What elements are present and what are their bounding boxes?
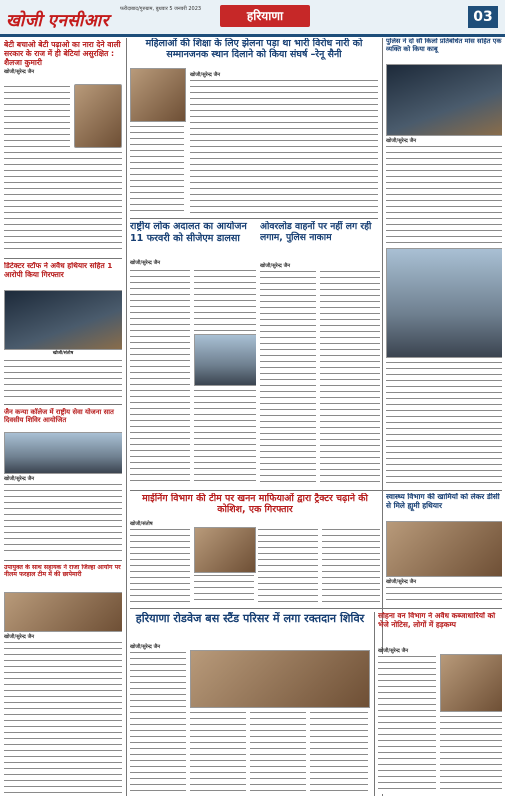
tractor-photo [194,527,256,573]
meeting-photo [386,521,502,577]
story-body [130,650,186,794]
byline: खोजी/सुरेन्द्र जैन [260,263,291,269]
story-body [260,269,316,485]
headline: सोहना वन विभाग ने अवैध कब्जाधारियों को भेजे नोटिस, लोगों में हड़कम्प [378,612,496,629]
story-body [194,268,256,332]
byline: खोजी/सुरेन्द्र जैन [378,648,409,654]
dateline: फरीदाबाद/गुरुग्राम, बुधवार 5 जनवरी 2023 [120,6,202,12]
headline: डिटेक्टर स्टॉफ ने अवैध हथियार सहित 1 आरोपी किया गिरफ्तार [4,262,113,279]
event-photo [4,432,122,474]
story-body [386,585,502,605]
brand-logo: खोजी एनसीआर [6,11,110,30]
story-body [130,527,190,603]
divider [4,560,122,561]
jeep-photo [194,334,256,386]
story-body [440,714,502,794]
story-sohna [378,612,502,796]
story-mahila [130,38,378,216]
blood-camp-photo [190,650,370,708]
story-body [250,710,306,794]
story-body [194,573,254,603]
story-body [4,84,70,148]
story-lok-adalat-body [130,258,256,486]
section-label: हरियाणा [220,5,310,27]
divider [130,490,502,491]
divider [130,218,378,219]
portrait-photo [130,68,186,122]
story-body [4,150,122,254]
story-mining [130,493,380,605]
headline: स्वास्थ्य विभाग की खामियों को लेकर डीसी से मिले ह्यूमी हथियार [386,493,500,510]
story-body [4,640,122,794]
story-jain [4,408,122,558]
column-divider [126,38,127,796]
story-body [130,268,190,484]
headline: पुलिस ने दो सौ किलो प्रतिबंधित मांस सहित एक व्यक्ति को किया काबू [386,38,502,53]
story-body [4,482,122,556]
story-body [4,358,122,402]
byline: खोजी/सुरेन्द्र जैन [130,644,161,650]
headline: माईनिंग विभाग की टीम पर खनन माफियाओं द्वारा ट्रैक्टर चढ़ाने की कोशिश, एक गिरफ्तार [142,493,368,516]
story-roadways [130,612,370,796]
raid-photo [4,592,122,632]
story-body [322,527,380,603]
headline: राष्ट्रीय लोक अदालत का आयोजन 11 फरवरी को सीजेएम डालसा [130,221,247,244]
story-overload [260,221,380,487]
headline: बेटी बचाओ बेटी पढ़ाओ का नारा देने वाली सरकार के राज में ही बेटियां असुरक्षित : शैलजा कुमारी [4,40,121,68]
story-body [378,654,436,794]
story-health [386,493,502,605]
headline: जैन कन्या कॉलेज में राष्ट्रीय सेवा योजना सात दिवसीय शिविर आयोजित [4,408,114,425]
story-upayukt [4,564,122,796]
byline: खोजी/सुरेन्द्र जैन [386,138,417,144]
story-beti [4,40,122,256]
story-body [310,710,368,794]
story-body [386,360,502,484]
story-body [320,269,380,485]
story-body [258,527,318,603]
story-body [194,388,256,484]
byline: खोजी/सुरेन्द्र जैन [130,260,161,266]
headline: हरियाणा रोडवेज बस स्टैंड परिसर में लगा रक्तदान शिविर [135,612,365,625]
officer-photo [440,654,502,712]
divider [130,608,502,609]
story-body [190,710,246,794]
portrait-photo [74,84,122,148]
police-photo [386,64,502,136]
headline: महिलाओं की शिक्षा के लिए झेलना पड़ा था भारी विरोध नारी को सम्मानजनक स्थान दिलाने को किया संघर्ष –रेनू सैनी [145,38,363,61]
byline: खोजी/सुरेन्द्र जैन [190,72,221,78]
divider [4,258,122,259]
byline: खोजी/सुरेन्द्र जैन [4,634,35,640]
byline: खोजी/संतोष [130,521,153,527]
arrest-photo [4,290,122,350]
byline: खोजी/सुरेन्द्र जैन [4,69,35,76]
divider [4,404,122,405]
story-police [386,38,502,486]
masthead [0,0,505,37]
byline: खोजी/सुरेन्द्र जैन [4,476,35,482]
byline: खोजी/सुरेन्द्र जैन [386,579,417,585]
story-detector [4,262,122,402]
story-body [386,144,502,244]
headline: ओवरलोड वाहनों पर नहीं लग रही लगाम, पुलिस नाकाम [260,221,372,244]
smoke-photo [386,248,502,358]
column-divider [374,612,375,796]
headline: उपायुक्त के साथ सहायक ने राजा जिल्हा आयोग पर नीलम फरहाल टीम में की छापेमारी [4,564,121,579]
photo-caption: खोजी/संतोष [52,351,74,356]
page-number: 03 [468,6,498,28]
story-body [130,124,184,214]
story-body [190,78,378,214]
